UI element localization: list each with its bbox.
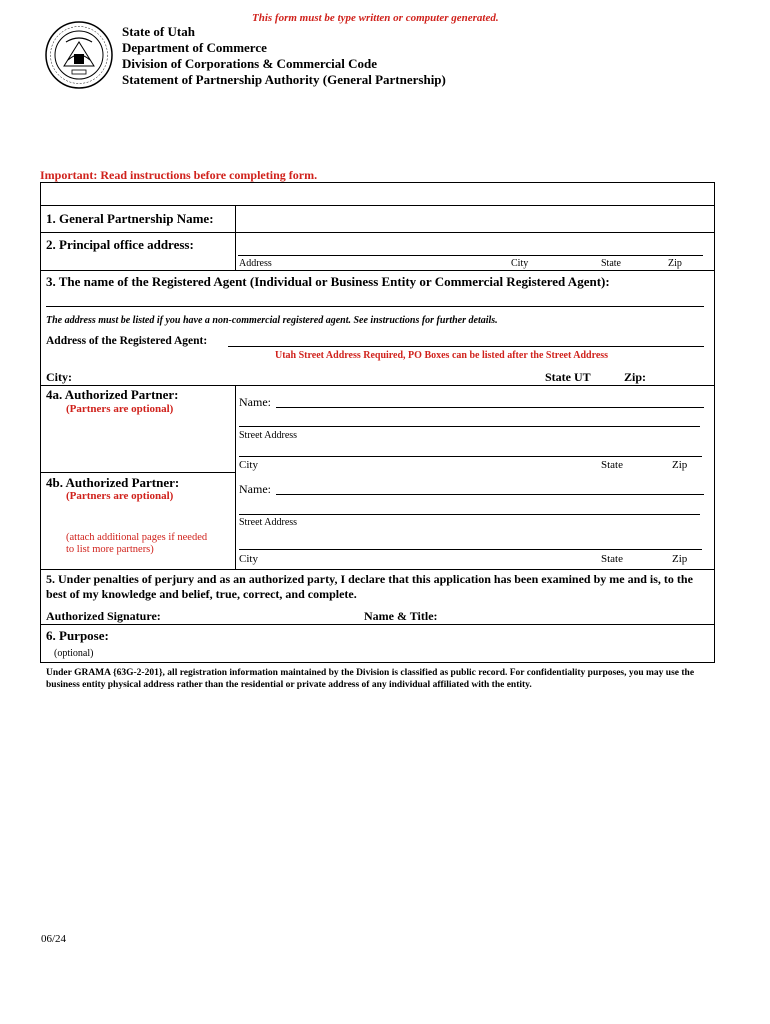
authorized-signature-field[interactable] bbox=[170, 606, 355, 622]
principal-office-address-label: 2. Principal office address: bbox=[46, 237, 194, 252]
name-and-title-field[interactable] bbox=[444, 606, 710, 622]
header-line-state: State of Utah bbox=[122, 24, 195, 39]
perjury-declaration: 5. Under penalties of perjury and as an authorized party, I declare that this application has been examined by me and is, to the best of my knowledge and belief, true, correct, and complete. bbox=[46, 572, 693, 601]
partners-optional-4b: (Partners are optional) bbox=[66, 490, 174, 502]
partner-4b-name-field[interactable] bbox=[276, 494, 704, 495]
registered-agent-name-field[interactable] bbox=[46, 306, 704, 307]
registered-agent-label: 3. The name of the Registered Agent (Individual or Business Entity or Commercial Registered Agent): bbox=[46, 274, 610, 289]
partner-4b-zip-sublabel: Zip bbox=[672, 553, 688, 565]
authorized-signature-label: Authorized Signature: bbox=[46, 609, 161, 623]
important-notice: Important: Read instructions before completing form. bbox=[40, 168, 318, 182]
registered-agent-zip-label: Zip: bbox=[624, 370, 647, 384]
form-header bbox=[122, 24, 446, 88]
authorized-partner-4b-label: 4b. Authorized Partner: bbox=[46, 475, 180, 490]
state-sublabel: State bbox=[601, 258, 621, 269]
grama-notice: Under GRAMA {63G-2-201}, all registration information maintained by the Division is classified as public record. For confidentiality purposes, you may use the business entity physical address rather than the residential or private address of any individual affiliated with the entity. bbox=[46, 668, 695, 690]
city-sublabel: City bbox=[511, 258, 529, 269]
partner-4a-city-state-zip-field[interactable] bbox=[239, 456, 702, 457]
partner-4b-state-sublabel: State bbox=[601, 553, 623, 565]
partner-4a-street-field[interactable] bbox=[239, 426, 700, 427]
registered-agent-city-label: City: bbox=[46, 370, 72, 384]
form-revision-code: 06/24 bbox=[41, 933, 67, 945]
partners-optional-4a: (Partners are optional) bbox=[66, 403, 174, 415]
header-line-department: Department of Commerce bbox=[122, 40, 267, 55]
registered-agent-state-label: State UT bbox=[545, 370, 591, 384]
registered-agent-address-field[interactable] bbox=[228, 346, 704, 347]
utah-address-required-note: Utah Street Address Required, PO Boxes can be listed after the Street Address bbox=[275, 350, 609, 361]
attach-pages-note bbox=[66, 532, 207, 556]
partner-4a-zip-sublabel: Zip bbox=[672, 459, 688, 471]
partner-4b-street-sublabel: Street Address bbox=[239, 517, 298, 528]
form-title: Statement of Partnership Authority (General Partnership) bbox=[122, 72, 446, 87]
partner-4b-name-label: Name: bbox=[239, 482, 271, 496]
zip-sublabel: Zip bbox=[668, 258, 682, 269]
general-partnership-name-label: 1. General Partnership Name: bbox=[46, 211, 214, 226]
principal-office-address-field[interactable] bbox=[238, 255, 703, 256]
attach-pages-note-line-2: to list more partners) bbox=[66, 544, 154, 555]
partner-4a-street-sublabel: Street Address bbox=[239, 430, 298, 441]
utah-state-seal-icon bbox=[44, 20, 114, 90]
type-written-notice: This form must be type written or computer generated. bbox=[252, 12, 499, 24]
header-line-division: Division of Corporations & Commercial Code bbox=[122, 56, 378, 71]
purpose-field[interactable] bbox=[140, 627, 710, 660]
partner-4b-street-field[interactable] bbox=[239, 514, 700, 515]
partner-4b-city-state-zip-field[interactable] bbox=[239, 549, 702, 550]
registered-agent-address-label: Address of the Registered Agent: bbox=[46, 335, 208, 347]
partner-4a-state-sublabel: State bbox=[601, 459, 623, 471]
partner-4a-name-label: Name: bbox=[239, 395, 271, 409]
purpose-optional-note: (optional) bbox=[54, 648, 94, 659]
purpose-label: 6. Purpose: bbox=[46, 628, 109, 643]
attach-pages-note-line-1: (attach additional pages if needed bbox=[66, 532, 208, 543]
registered-agent-note: The address must be listed if you have a non-commercial registered agent. See instructions for further details. bbox=[46, 315, 498, 326]
address-sublabel: Address bbox=[239, 258, 272, 269]
partner-4a-name-field[interactable] bbox=[276, 407, 704, 408]
name-and-title-label: Name & Title: bbox=[364, 609, 438, 623]
general-partnership-name-field[interactable] bbox=[237, 206, 713, 231]
partner-4a-city-sublabel: City bbox=[239, 459, 258, 471]
authorized-partner-4a-label: 4a. Authorized Partner: bbox=[46, 387, 179, 402]
partner-4b-city-sublabel: City bbox=[239, 553, 258, 565]
